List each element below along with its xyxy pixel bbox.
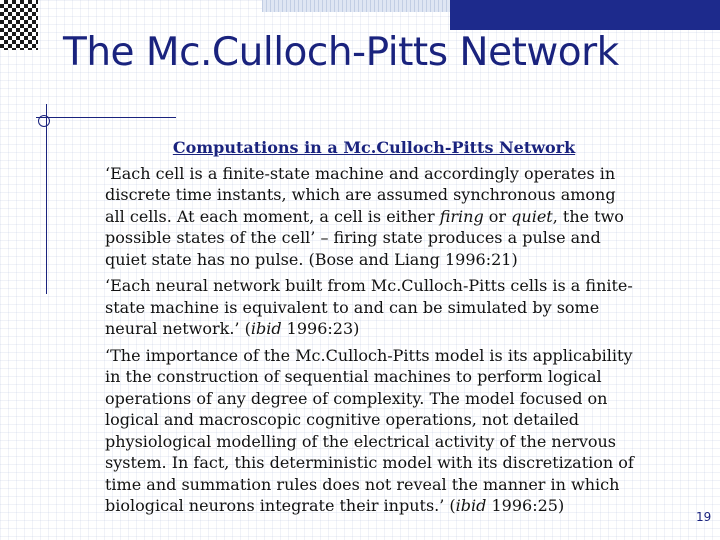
text-run: 1996:23) [281,319,360,338]
quote-paragraph-1 [105,163,635,271]
top-light-bar [262,0,452,12]
text-run: 1996:25) [486,496,565,515]
text-run: ‘Each cell is a finite-state machine and accordingly operates in discrete time instants, which are assumed synchronous among all cells. At each moment, a cell is either [105,163,616,226]
text-run: ‘The importance of the Mc.Culloch-Pitts model is its applicability in the construction of sequential machines to perform logical operations of any degree of complexity. The model focused on logical and macroscopic cognitive operations, not detailed physiological modelling of the electrical activity of the nervous system. In fact, this deterministic model with its discretization of time and summation rules does not reveal the manner in which biological neurons integrate their inputs.’ ( [105,345,634,515]
italic-text-run: firing [439,206,484,226]
italic-text-run: ibid [250,319,282,338]
text-run: , the two possible states of the cell’ – firing state produces a pulse and quiet state has no pulse. (Bose and Liang 1996:21) [105,206,624,269]
slide-body [105,137,635,522]
top-accent-bar [450,0,720,30]
text-run: ‘Each neural network built from Mc.Culloch-Pitts cells is a finite-state machine is equivalent to and can be simulated by some neural network.’ ( [105,276,633,338]
italic-text-run: quiet [511,206,553,226]
slide-title: The Mc.Culloch-Pitts Network [63,30,619,75]
checkerboard-decoration [0,0,38,50]
italic-text-run: ibid [455,496,487,515]
page-number: 19 [696,510,712,524]
section-subheading: Computations in a Mc.Culloch-Pitts Network [172,138,576,157]
horizontal-rule [36,117,176,118]
vertical-rule [46,104,47,294]
quote-paragraph-2 [105,275,635,340]
quote-paragraph-3 [105,345,635,517]
text-run: or [483,206,512,226]
crosshair-circle-icon [38,115,50,127]
